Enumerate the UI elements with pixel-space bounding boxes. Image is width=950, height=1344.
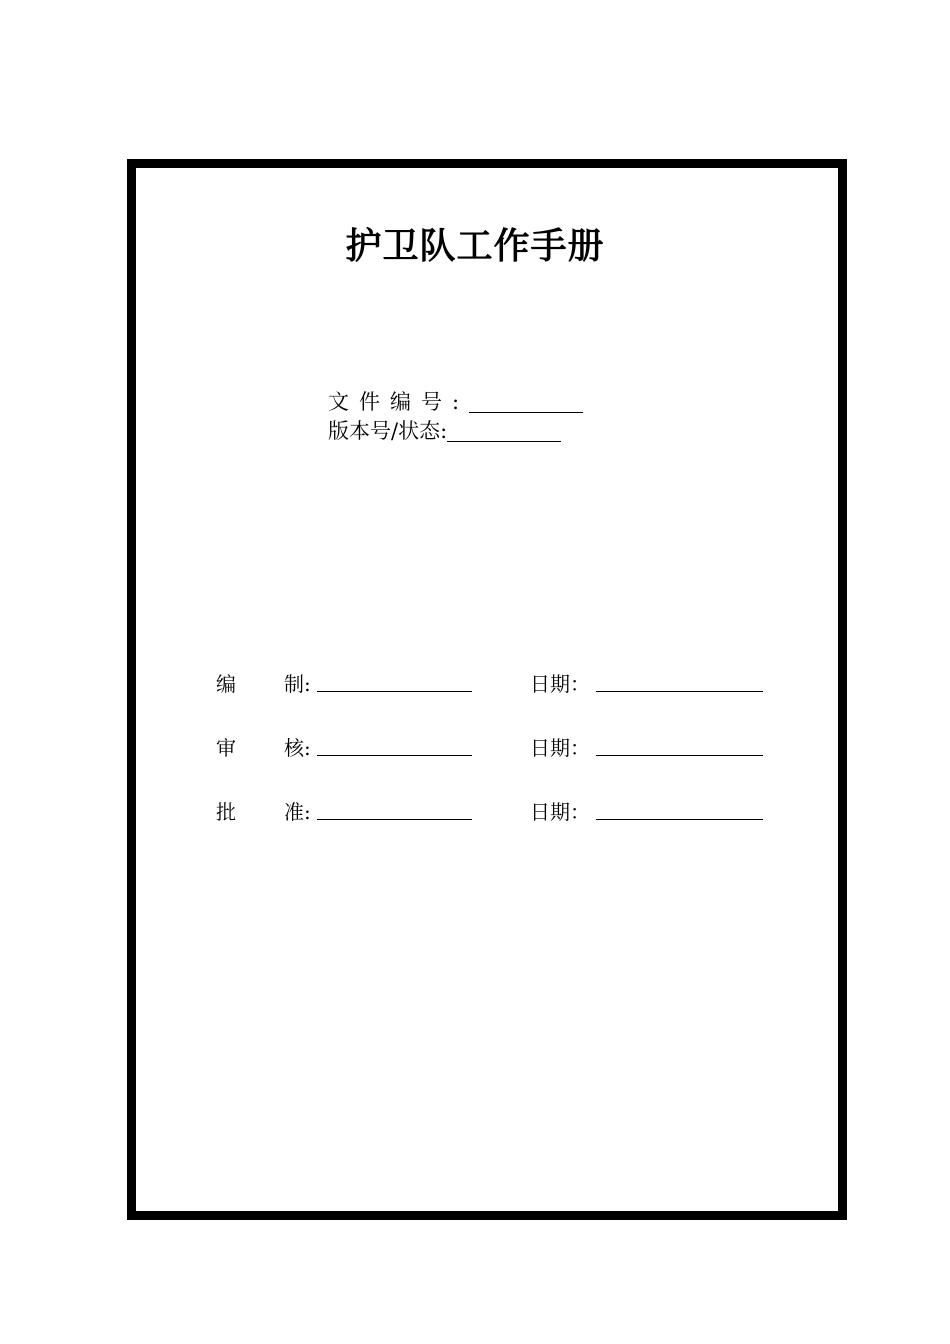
review-name-field[interactable] bbox=[317, 732, 472, 756]
approve-name-field[interactable] bbox=[317, 796, 472, 820]
version-row bbox=[328, 417, 583, 446]
doc-number-label: 文件编号: bbox=[328, 390, 470, 414]
doc-number-field[interactable] bbox=[469, 390, 583, 413]
review-date-field[interactable] bbox=[596, 732, 763, 756]
approve-date-label: 日期： bbox=[530, 800, 590, 824]
compile-label-char2: 制: bbox=[284, 672, 311, 696]
approve-label-char2: 准: bbox=[284, 800, 311, 824]
version-field[interactable] bbox=[447, 419, 561, 442]
version-label: 版本号/状态: bbox=[328, 419, 448, 443]
compile-label-char1: 编 bbox=[216, 672, 236, 696]
approve-date-field[interactable] bbox=[596, 796, 763, 820]
review-label-char1: 审 bbox=[216, 736, 236, 760]
compile-date-field[interactable] bbox=[596, 668, 763, 692]
document-title: 护卫队工作手册 bbox=[345, 226, 605, 267]
review-date-label: 日期： bbox=[530, 736, 590, 760]
doc-number-row bbox=[328, 388, 583, 417]
compile-date-label: 日期： bbox=[530, 672, 590, 696]
approve-label-char1: 批 bbox=[216, 800, 236, 824]
review-label-char2: 核: bbox=[284, 736, 311, 760]
document-info bbox=[328, 388, 583, 446]
compile-name-field[interactable] bbox=[317, 668, 472, 692]
